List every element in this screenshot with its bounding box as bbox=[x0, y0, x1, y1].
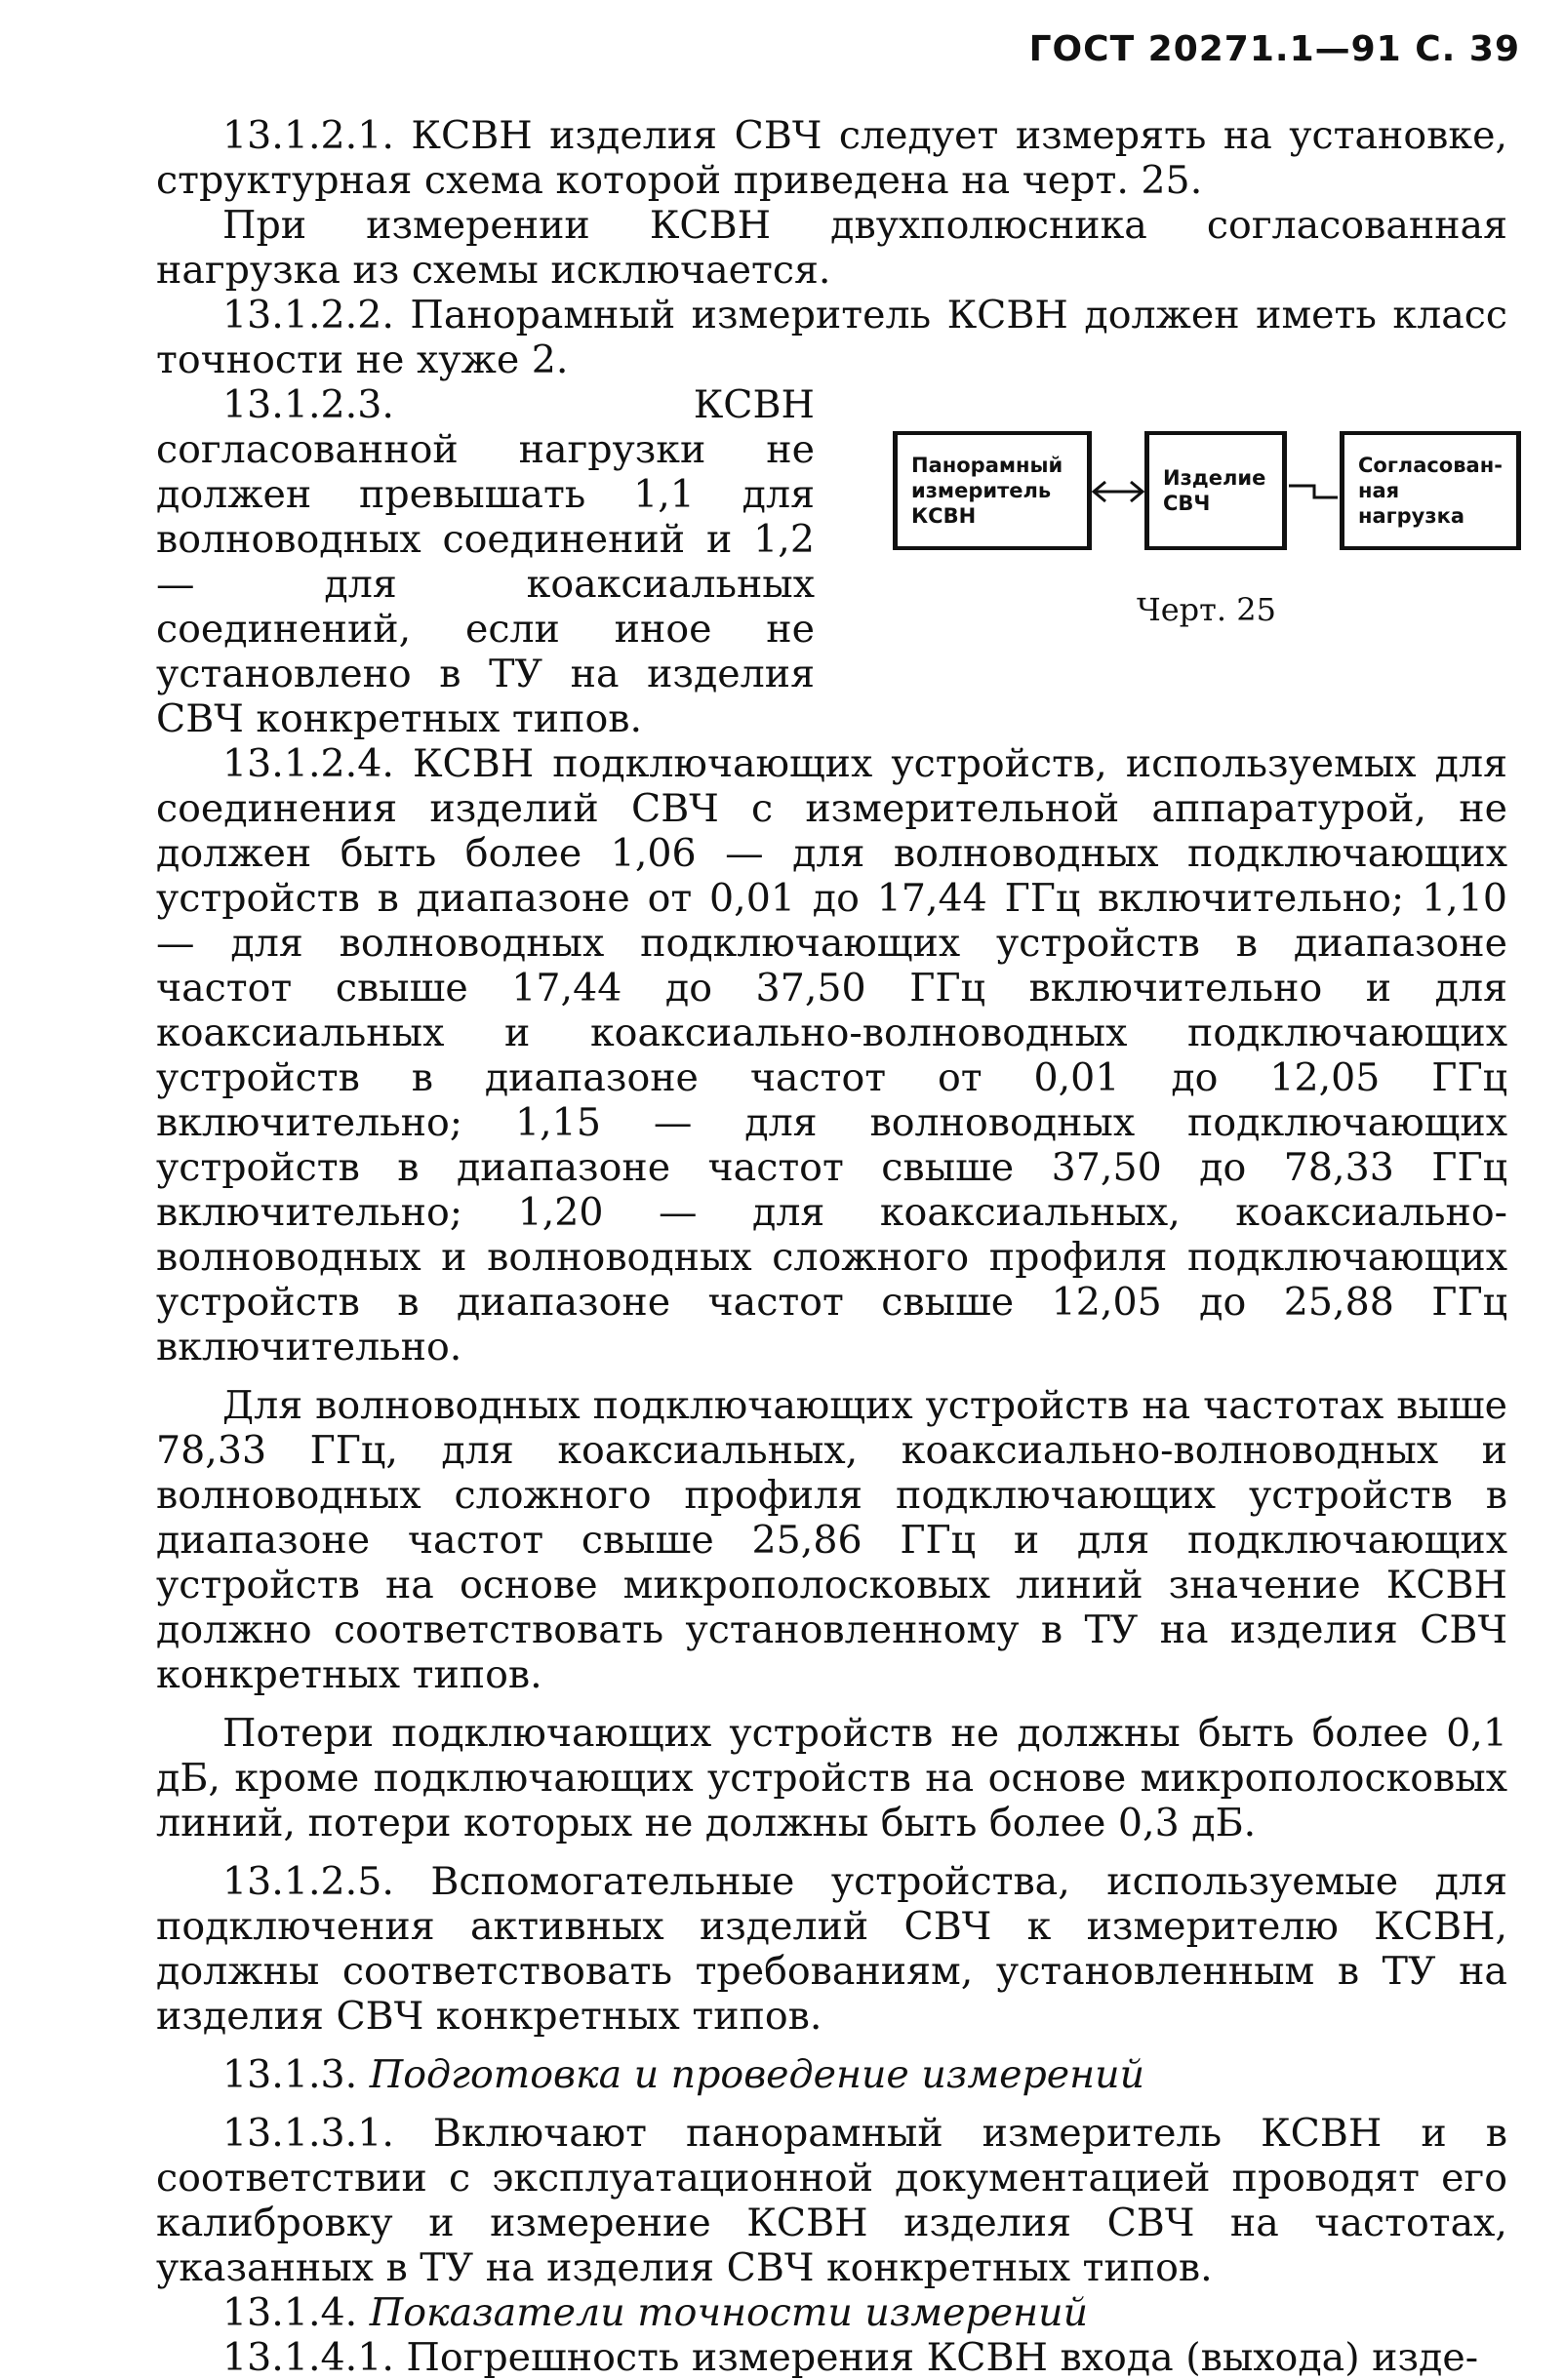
box-panoramic-meter: Панорамный измеритель КСВН bbox=[893, 431, 1092, 550]
box-device-under-test: Изделие СВЧ bbox=[1144, 431, 1287, 550]
figure-caption: Черт. 25 bbox=[1137, 591, 1276, 628]
page-header: ГОСТ 20271.1—91 С. 39 bbox=[1028, 29, 1520, 69]
paragraph-13-1-2-3: 13.1.2.3. КСВН согласованной нагрузки не должен превышать 1,1 для волноводных соединений и 1,2 — для коаксиальных соединений, если иное не установлено в ТУ на изделия СВЧ конкретных типов. bbox=[156, 382, 815, 741]
paragraph-13-1-2-1: 13.1.2.1. КСВН изделия СВЧ следует измерять на установке, структурная схема которой приведена на черт. 25. bbox=[156, 113, 1507, 203]
paragraph-losses: Потери подключающих устройств не должны быть более 0,1 дБ, кроме подключающих устройств на основе микрополосковых линий, потери которых не должны быть более 0,3 дБ. bbox=[156, 1711, 1507, 1845]
figure-25-diagram bbox=[844, 402, 1507, 660]
paragraph-13-1-3-1: 13.1.3.1. Включают панорамный измеритель КСВН и в соответствии с эксплуатационной документацией проводят его калибровку и измерение КСВН изделия СВЧ на частотах, указанных в ТУ на изделия СВЧ конкретных типов. bbox=[156, 2111, 1507, 2290]
section-heading-13-1-3: 13.1.3. Подготовка и проведение измерений bbox=[222, 2052, 1145, 2097]
box-matched-load: Согласован- ная нагрузка bbox=[1340, 431, 1521, 550]
paragraph-13-1-2-2: 13.1.2.2. Панорамный измеритель КСВН должен иметь класс точности не хуже 2. bbox=[156, 293, 1507, 382]
paragraph-13-1-2-5: 13.1.2.5. Вспомогательные устройства, используемые для подключения активных изделий СВЧ к измерителю КСВН, должны соответствовать требованиям, установленным в ТУ на изделия СВЧ конкретных типов. bbox=[156, 1859, 1507, 2039]
document-body bbox=[156, 113, 1507, 2380]
paragraph-13-1-2-4: 13.1.2.4. КСВН подключающих устройств, используемых для соединения изделий СВЧ с измерительной аппаратурой, не должен быть более 1,06 — для волноводных подключающих устройств в диапазоне от 0,01 до 17,44 ГГц включительно; 1,10 — для волноводных подключающих устройств в диапазоне частот свыше 17,44 до 37,50 ГГц включительно и для коаксиальных и коаксиально-волноводных подключающих устройств в диапазоне частот от 0,01 до 12,05 ГГц включительно; 1,15 — для волноводных подключающих устройств в диапазоне частот свыше 37,50 до 78,33 ГГц включительно; 1,20 — для коаксиальных, коаксиально-волноводных и волноводных сложного профиля подключающих устройств в диапазоне частот свыше 12,05 до 25,88 ГГц включительно. bbox=[156, 741, 1507, 1369]
link-line-2 bbox=[1289, 486, 1338, 497]
paragraph-13-1-4-1: 13.1.4.1. Погрешность измерения КСВН входа (выхода) изде- bbox=[222, 2335, 1479, 2380]
section-heading-13-1-4: 13.1.4. Показатели точности измерений bbox=[222, 2290, 1089, 2335]
paragraph-waveguide-above: Для волноводных подключающих устройств на частотах выше 78,33 ГГц, для коаксиальных, коаксиально-волноводных и волноводных сложного профиля подключающих устройств в диапазоне частот свыше 25,86 ГГц и для подключающих устройств на основе микрополосковых линий значение КСВН должно соответствовать установленному в ТУ на изделия СВЧ конкретных типов. bbox=[156, 1383, 1507, 1697]
paragraph-two-terminal-note: При измерении КСВН двухполюсника согласованная нагрузка из схемы исключается. bbox=[156, 203, 1507, 293]
